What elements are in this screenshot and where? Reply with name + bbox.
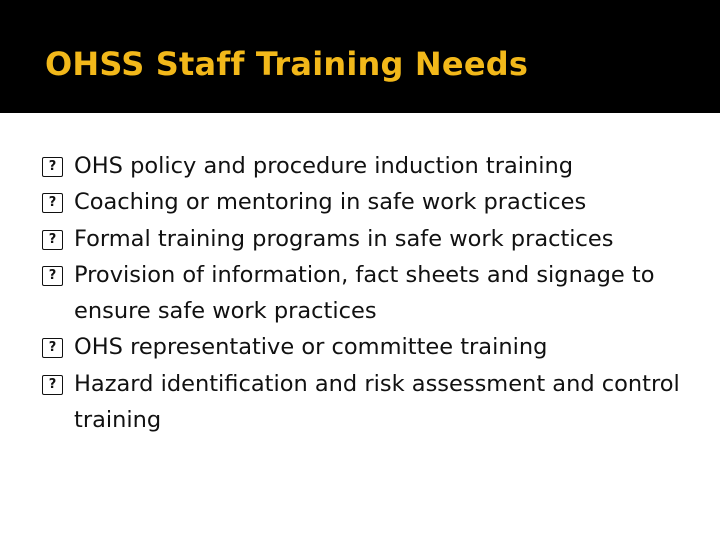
bullet-text: Formal training programs in safe work practices bbox=[74, 225, 614, 252]
bullet-list bbox=[40, 148, 700, 438]
missing-glyph-bullet-icon: ? bbox=[42, 338, 63, 358]
missing-glyph-bullet-icon: ? bbox=[42, 157, 63, 177]
bullet-item bbox=[40, 221, 700, 257]
bullet-item bbox=[40, 148, 700, 184]
bullet-text: Hazard identification and risk assessment and control training bbox=[74, 370, 680, 434]
missing-glyph-bullet-icon: ? bbox=[42, 230, 63, 250]
bullet-text: Coaching or mentoring in safe work practices bbox=[74, 189, 587, 216]
missing-glyph-bullet-icon: ? bbox=[42, 193, 63, 213]
bullet-item bbox=[40, 257, 700, 330]
slide-title: OHSS Staff Training Needs bbox=[45, 45, 529, 83]
bullet-text: OHS policy and procedure induction training bbox=[74, 153, 574, 179]
missing-glyph-bullet-icon: ? bbox=[42, 266, 63, 286]
title-bar bbox=[0, 0, 720, 113]
bullet-item bbox=[40, 329, 700, 365]
bullet-item bbox=[40, 184, 700, 220]
bullet-text: Provision of information, fact sheets and signage to ensure safe work practices bbox=[74, 261, 655, 325]
bullet-item bbox=[40, 366, 700, 439]
missing-glyph-bullet-icon: ? bbox=[42, 375, 63, 395]
bullet-text: OHS representative or committee training bbox=[74, 334, 548, 361]
